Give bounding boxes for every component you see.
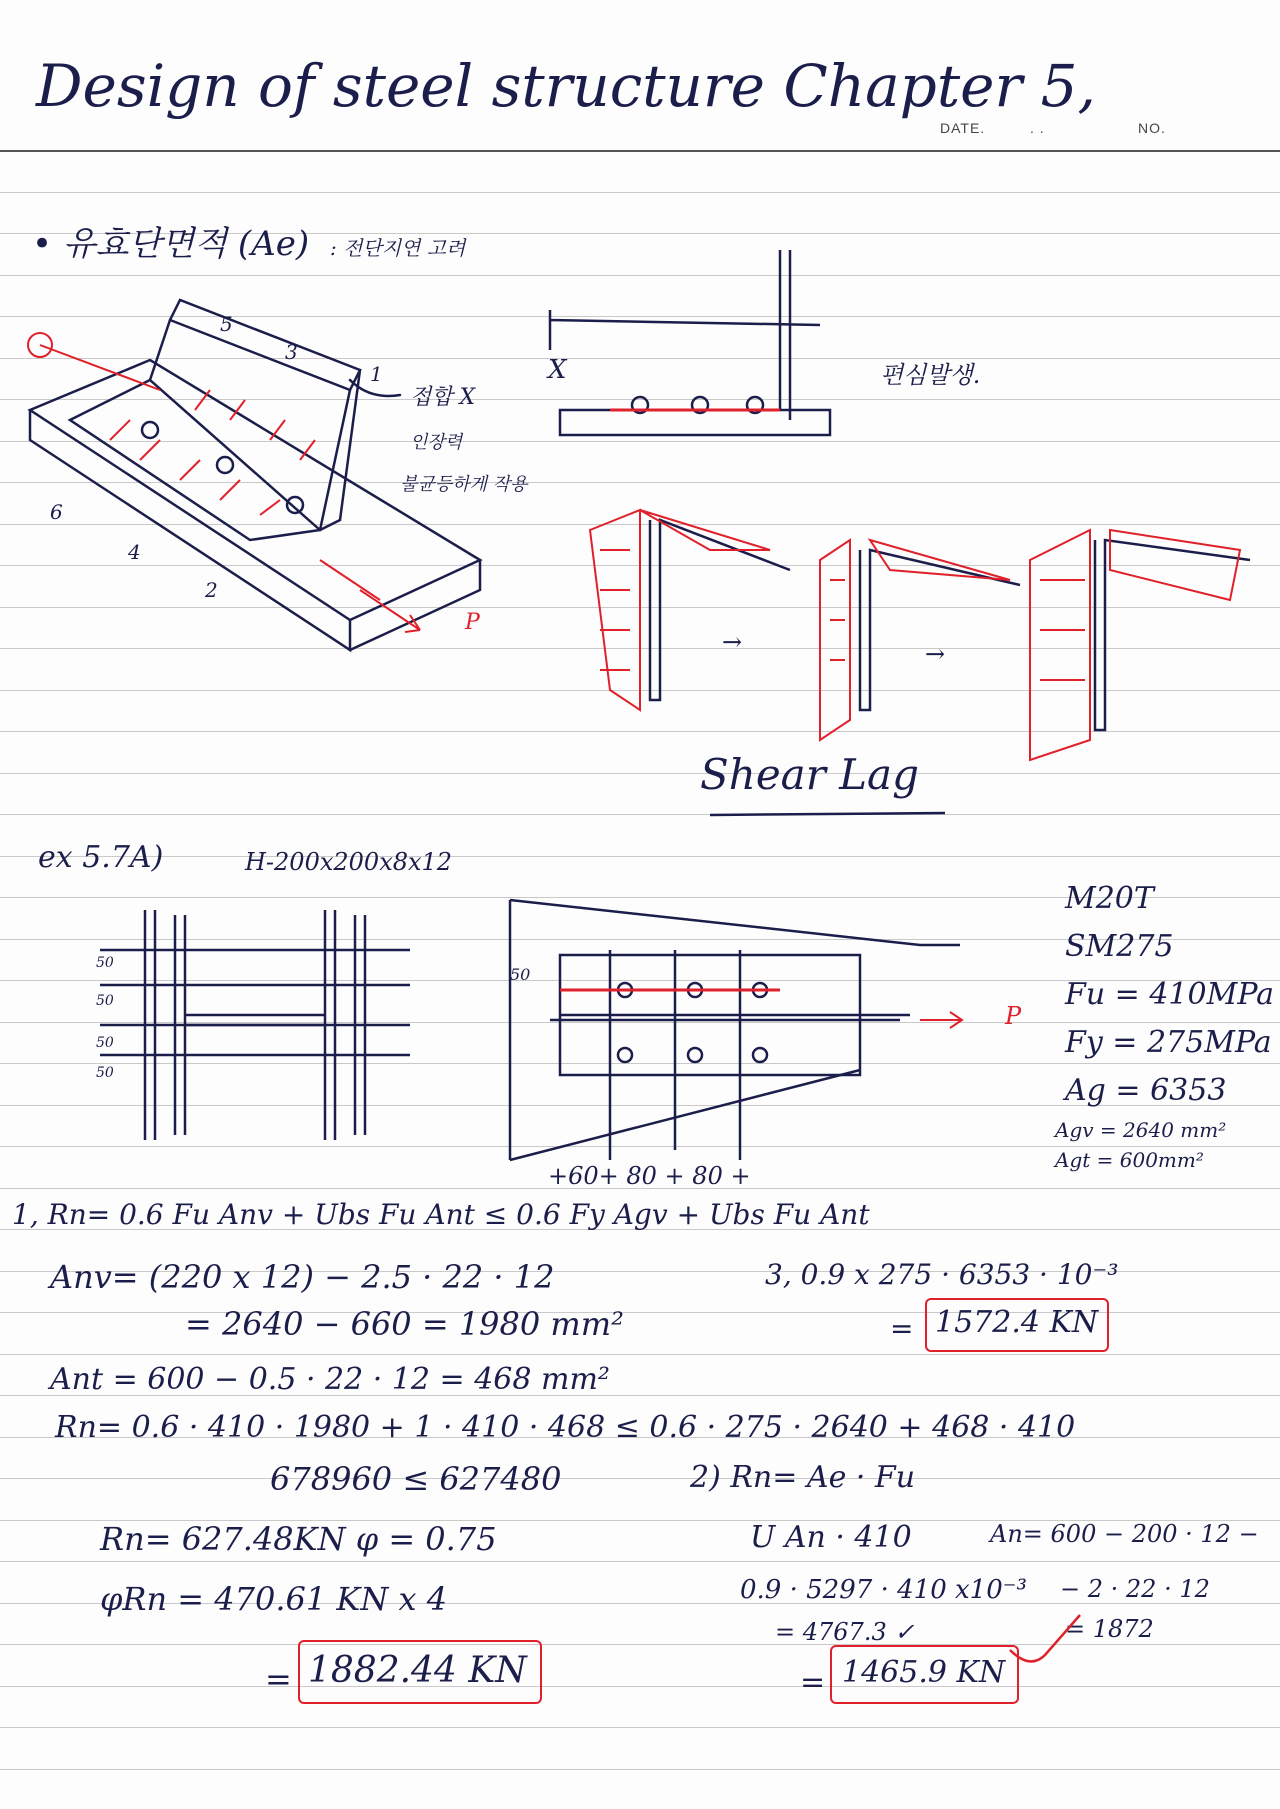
plate-p-label: P xyxy=(1005,1002,1022,1030)
page-title: Design of steel structure Chapter 5, xyxy=(36,52,1096,120)
dim-left-3: 50 xyxy=(96,1035,114,1051)
result1-eq: = xyxy=(265,1660,292,1698)
eq3: 3, 0.9 x 275 · 6353 · 10⁻³ xyxy=(765,1258,1119,1291)
ruled-line xyxy=(0,1354,1280,1355)
sketch-note-uneven: 불균등하게 작용 xyxy=(400,474,528,495)
example-section: H-200x200x8x12 xyxy=(245,848,453,876)
ruled-line xyxy=(0,773,1280,774)
result1-value: 1882.44 KN xyxy=(308,1650,527,1691)
material-props xyxy=(1055,875,1275,1175)
eccentricity-x: X xyxy=(548,355,567,385)
arrow-2: → xyxy=(925,640,946,668)
ruled-line xyxy=(0,1478,1280,1479)
material-prop: Fy = 275MPa xyxy=(1065,1025,1272,1060)
date-dots: . . xyxy=(1030,120,1045,136)
anv-line-1: Anv= (220 x 12) − 2.5 · 22 · 12 xyxy=(50,1258,555,1296)
ruled-line xyxy=(0,1769,1280,1770)
plate-bottom-dims: +60+ 80 + 80 + xyxy=(548,1162,751,1190)
rn-line-1: Rn= 0.6 · 410 · 1980 + 1 · 410 · 468 ≤ 0.6 · 275 · 2640 + 468 · 410 xyxy=(55,1410,1076,1445)
material-prop: Ag = 6353 xyxy=(1065,1073,1227,1108)
check-mark xyxy=(1010,1610,1090,1670)
shear-lag-label: Shear Lag xyxy=(700,750,919,799)
eccentricity-note: 편심발생. xyxy=(880,361,981,389)
arrow-1: → xyxy=(722,628,743,656)
h-section-sketch xyxy=(100,905,410,1145)
ruled-line xyxy=(0,192,1280,193)
material-prop: M20T xyxy=(1065,881,1154,916)
dim-left-1: 50 xyxy=(96,955,114,971)
eq2g: = 4767.3 ✓ xyxy=(775,1618,915,1646)
result2-value: 1465.9 KN xyxy=(842,1655,1006,1690)
plate-top-dim: 50 xyxy=(510,965,531,984)
rn-line-2: 678960 ≤ 627480 xyxy=(270,1460,562,1498)
sketch-label-5: 5 xyxy=(220,312,233,336)
sketch-label-6: 6 xyxy=(50,500,63,524)
rn-line-3: Rn= 627.48KN φ = 0.75 xyxy=(100,1520,497,1558)
dim-left-4: 50 xyxy=(96,1065,114,1081)
sketch-label-p: P xyxy=(465,610,480,635)
result2-eq: = xyxy=(800,1665,826,1700)
example-label: ex 5.7A) xyxy=(38,840,164,875)
sketch-label-1: 1 xyxy=(370,362,383,386)
plate-sketch xyxy=(500,890,960,1180)
result3-eq: = xyxy=(890,1312,914,1345)
sketch-label-2: 2 xyxy=(205,578,218,602)
anv-line-2: = 2640 − 660 = 1980 mm² xyxy=(185,1305,624,1343)
sketch-note-tension: 인장력 xyxy=(410,432,463,453)
eq2e: − 2 · 22 · 12 xyxy=(1060,1575,1210,1603)
ruled-line xyxy=(0,150,1280,152)
eq1: 1, Rn= 0.6 Fu Anv + Ubs Fu Ant ≤ 0.6 Fy Agv + Ubs Fu Ant xyxy=(12,1198,870,1231)
ant-line: Ant = 600 − 0.5 · 22 · 12 = 468 mm² xyxy=(50,1362,610,1397)
material-prop: Fu = 410MPa xyxy=(1065,977,1275,1012)
eq2f: = 1872 xyxy=(1065,1615,1154,1643)
ruled-line xyxy=(0,1727,1280,1728)
ruled-line xyxy=(0,1561,1280,1562)
shear-lag-diagrams xyxy=(590,490,1240,760)
dim-left-2: 50 xyxy=(96,993,114,1009)
ruled-line xyxy=(0,814,1280,815)
ruled-line xyxy=(0,856,1280,857)
sketch-label-4: 4 xyxy=(128,540,141,564)
result3-value: 1572.4 KN xyxy=(935,1305,1099,1340)
material-prop: Agv = 2640 mm² xyxy=(1055,1118,1227,1142)
eq2: 2) Rn= Ae · Fu xyxy=(690,1460,916,1495)
eq2d: 0.9 · 5297 · 410 x10⁻³ xyxy=(740,1575,1027,1605)
eccentricity-sketch xyxy=(540,250,860,440)
eq2c: An= 600 − 200 · 12 − xyxy=(990,1520,1259,1548)
sketch-note-joint: 접합 X xyxy=(410,385,476,410)
sketch-label-3: 3 xyxy=(285,340,298,364)
section-heading-note: : 전단지연 고려 xyxy=(330,236,466,260)
shear-lag-underline xyxy=(710,805,950,825)
ruled-line xyxy=(0,1686,1280,1687)
material-prop: Agt = 600mm² xyxy=(1055,1148,1204,1172)
no-label: NO. xyxy=(1138,120,1166,136)
date-label: DATE. xyxy=(940,120,986,136)
material-prop: SM275 xyxy=(1065,929,1174,964)
phi-rn-line: φRn = 470.61 KN x 4 xyxy=(100,1580,448,1618)
section-heading: • 유효단면적 (Ae) xyxy=(32,224,310,264)
eq2b: U An · 410 xyxy=(750,1520,912,1555)
